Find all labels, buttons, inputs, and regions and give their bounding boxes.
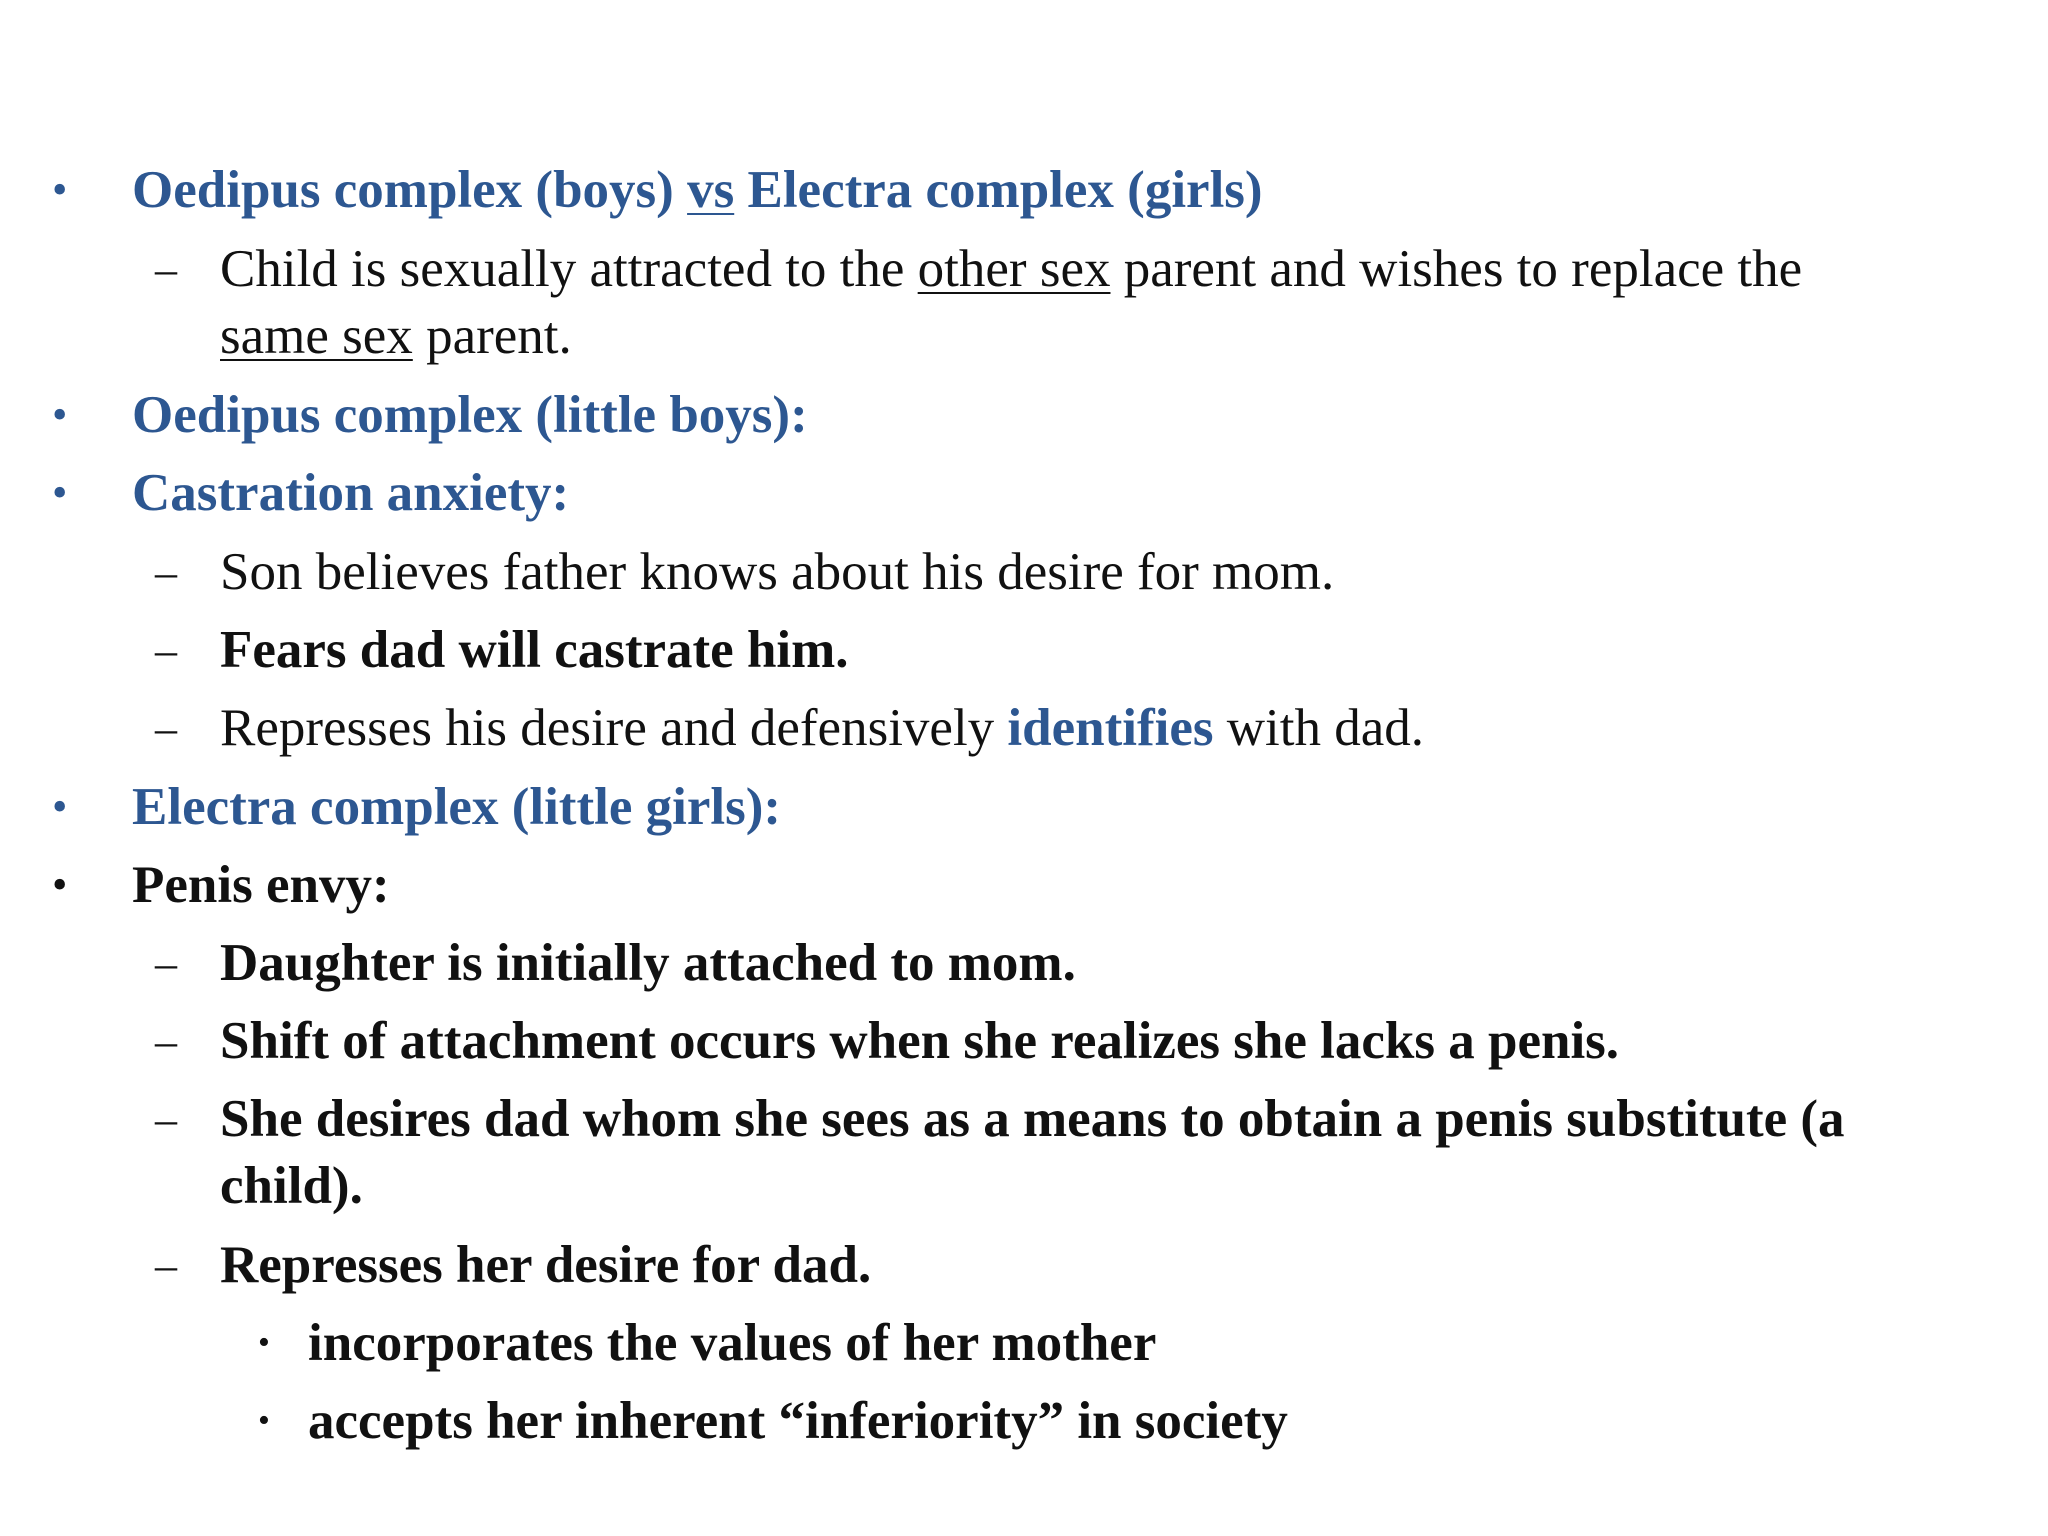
identifies-highlight: identifies [1007,699,1214,757]
same-sex-underlined: same sex [220,307,413,365]
heading-castration-anxiety: Castration anxiety: [132,464,570,522]
sub-point-desires-dad-cont: child). [220,1157,363,1215]
text-part: Child is sexually attracted to the [220,240,918,298]
other-sex-underlined: other sex [917,240,1111,298]
sub-point-represses-her-desire: Represses her desire for dad. [220,1236,872,1294]
bullet-marker: • [52,165,68,214]
text-part: parent and wishes to replace the [1110,240,1803,298]
dash-marker: – [155,626,177,675]
bullet-marker: • [52,468,68,517]
sub-point-desires-dad: She desires dad whom she sees as a means to obtain a penis substitute (a [220,1090,1845,1148]
sub-point-shift-of-attachment: Shift of attachment occurs when she realizes she lacks a penis. [220,1012,1620,1070]
heading-electra-little-girls: Electra complex (little girls): [132,778,781,836]
sub-point-daughter-attached: Daughter is initially attached to mom. [220,934,1076,992]
sub-point-represses-his-desire [220,695,1424,761]
dash-marker: – [155,1095,177,1144]
sub-sub-point-accepts-inferiority: accepts her inherent “inferiority” in society [308,1392,1288,1450]
sub-point-son-believes: Son believes father knows about his desire for mom. [220,543,1335,601]
small-bullet-marker: • [258,1324,270,1361]
bullet-marker: • [52,390,68,439]
bullet-marker: • [52,782,68,831]
dash-marker: – [155,245,177,294]
dash-marker: – [155,1241,177,1290]
dash-marker: – [155,939,177,988]
sub-point-fears-dad: Fears dad will castrate him. [220,621,849,679]
vs-underlined: vs [687,161,735,219]
heading-oedipus-little-boys: Oedipus complex (little boys): [132,386,808,444]
dash-marker: – [155,1017,177,1066]
heading-oedipus-vs-electra [132,157,1263,223]
sub-point-attraction [220,236,1802,302]
text-part: parent. [412,307,572,365]
dash-marker: – [155,704,177,753]
heading-part: Electra complex (girls) [734,161,1263,219]
dash-marker: – [155,548,177,597]
bullet-marker: • [52,860,68,909]
text-part: Represses his desire and defensively [220,699,1008,757]
heading-penis-envy: Penis envy: [132,856,390,914]
text-part: with dad. [1213,699,1425,757]
small-bullet-marker: • [258,1402,270,1439]
sub-sub-point-incorporates-values: incorporates the values of her mother [308,1314,1157,1372]
heading-part: Oedipus complex (boys) [132,161,688,219]
sub-point-attraction-cont [220,303,572,369]
